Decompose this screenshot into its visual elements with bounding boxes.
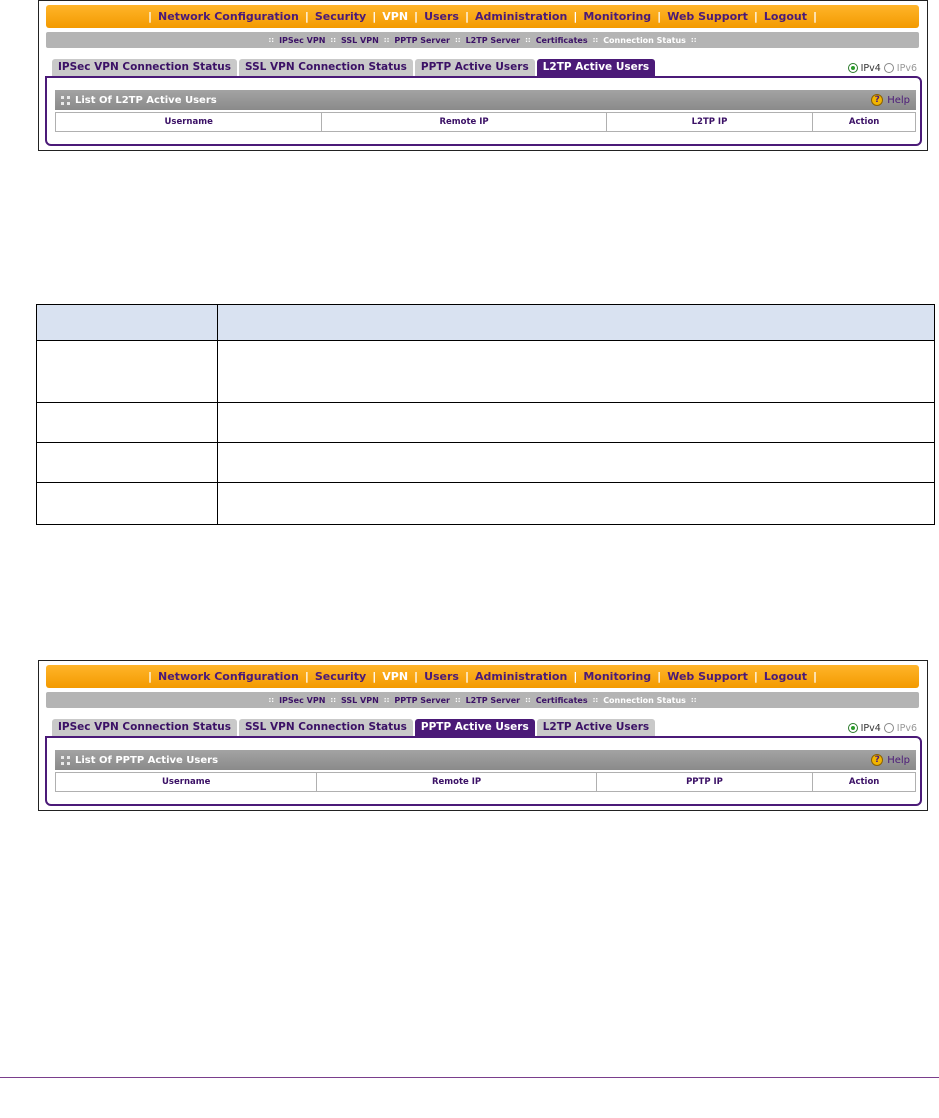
subnav-l2tp-server[interactable]: L2TP Server: [465, 35, 521, 45]
column-remote-ip: Remote IP: [322, 113, 606, 131]
subnav-certificates[interactable]: Certificates: [535, 695, 588, 705]
subnav-ssl-vpn[interactable]: SSL VPN: [341, 695, 379, 705]
field-description-table: [36, 304, 935, 525]
column-remote-ip: Remote IP: [317, 773, 596, 791]
table-header-row: [37, 305, 935, 341]
nav-web-support[interactable]: Web Support: [667, 10, 748, 23]
panel-header: [55, 750, 916, 770]
sub-nav-bar: :: IPSec VPN :: SSL VPN :: PPTP Server :: L2TP Server :: Certificates :: Connection Status ::: [46, 32, 919, 48]
main-nav-bar: | Network Configuration | Security | VPN | Users | Administration | Monitoring | Web Support | Logout |: [46, 5, 919, 28]
l2tp-active-users-screenshot: [38, 0, 928, 151]
help-icon: ?: [871, 94, 883, 106]
nav-monitoring[interactable]: Monitoring: [583, 670, 652, 683]
tab-ssl-vpn-connection-status[interactable]: SSL VPN Connection Status: [239, 719, 413, 736]
table-row: [37, 483, 935, 525]
column-l2tp-ip: L2TP IP: [607, 113, 814, 131]
footer-rule: [0, 1077, 939, 1078]
subnav-ipsec-vpn[interactable]: IPSec VPN: [279, 35, 326, 45]
help-label: Help: [887, 754, 910, 766]
pptp-active-users-screenshot: [38, 660, 928, 811]
ipv4-radio[interactable]: [848, 63, 858, 73]
ipv4-label: IPv4: [860, 62, 881, 74]
grid-icon: [61, 96, 70, 105]
table-row: [37, 341, 935, 403]
subnav-pptp-server[interactable]: PPTP Server: [394, 35, 450, 45]
column-username: Username: [56, 113, 322, 131]
tab-pptp-active-users[interactable]: PPTP Active Users: [415, 59, 535, 76]
users-table-header: [55, 112, 916, 132]
subnav-connection-status[interactable]: Connection Status: [603, 695, 686, 705]
tab-pptp-active-users[interactable]: PPTP Active Users: [415, 719, 535, 736]
column-pptp-ip: PPTP IP: [597, 773, 814, 791]
subnav-l2tp-server[interactable]: L2TP Server: [465, 695, 521, 705]
help-link[interactable]: [871, 754, 910, 766]
nav-logout[interactable]: Logout: [763, 10, 807, 23]
nav-administration[interactable]: Administration: [475, 670, 568, 683]
nav-logout[interactable]: Logout: [763, 670, 807, 683]
nav-security[interactable]: Security: [314, 10, 367, 23]
ipv6-radio[interactable]: [884, 723, 894, 733]
subnav-pptp-server[interactable]: PPTP Server: [394, 695, 450, 705]
help-label: Help: [887, 94, 910, 106]
nav-vpn[interactable]: VPN: [382, 670, 409, 683]
ipv6-radio[interactable]: [884, 63, 894, 73]
column-username: Username: [56, 773, 317, 791]
subnav-ssl-vpn[interactable]: SSL VPN: [341, 35, 379, 45]
nav-web-support[interactable]: Web Support: [667, 670, 748, 683]
tab-ssl-vpn-connection-status[interactable]: SSL VPN Connection Status: [239, 59, 413, 76]
subnav-connection-status[interactable]: Connection Status: [603, 35, 686, 45]
help-link[interactable]: [871, 94, 910, 106]
subnav-certificates[interactable]: Certificates: [535, 35, 588, 45]
column-action: Action: [848, 117, 880, 127]
nav-users[interactable]: Users: [424, 10, 459, 23]
tab-ipsec-vpn-connection-status[interactable]: IPSec VPN Connection Status: [52, 59, 237, 76]
l2tp-users-panel: [45, 76, 922, 146]
help-icon: ?: [871, 754, 883, 766]
main-nav-bar: | Network Configuration | Security | VPN | Users | Administration | Monitoring | Web Support | Logout |: [46, 665, 919, 688]
tab-l2tp-active-users[interactable]: L2TP Active Users: [537, 59, 655, 76]
users-table-header: [55, 772, 916, 792]
table-row: [37, 403, 935, 443]
panel-title: List Of PPTP Active Users: [75, 754, 219, 766]
nav-vpn[interactable]: VPN: [382, 10, 409, 23]
nav-network-configuration[interactable]: Network Configuration: [158, 670, 299, 683]
tab-ipsec-vpn-connection-status[interactable]: IPSec VPN Connection Status: [52, 719, 237, 736]
nav-network-configuration[interactable]: Network Configuration: [158, 10, 299, 23]
ipv6-label: IPv6: [896, 722, 917, 734]
pptp-users-panel: [45, 736, 922, 806]
column-action: Action: [848, 777, 880, 787]
status-tabs: [52, 59, 655, 76]
table-row: [37, 443, 935, 483]
nav-monitoring[interactable]: Monitoring: [583, 10, 652, 23]
subnav-ipsec-vpn[interactable]: IPSec VPN: [279, 695, 326, 705]
nav-security[interactable]: Security: [314, 670, 367, 683]
nav-users[interactable]: Users: [424, 670, 459, 683]
panel-header: [55, 90, 916, 110]
ip-version-selector: [848, 61, 917, 75]
ipv4-label: IPv4: [860, 722, 881, 734]
ip-version-selector: [848, 721, 917, 735]
ipv4-radio[interactable]: [848, 723, 858, 733]
panel-title: List Of L2TP Active Users: [75, 94, 217, 106]
status-tabs: [52, 719, 655, 736]
tab-l2tp-active-users[interactable]: L2TP Active Users: [537, 719, 655, 736]
ipv6-label: IPv6: [896, 62, 917, 74]
sub-nav-bar: :: IPSec VPN :: SSL VPN :: PPTP Server :: L2TP Server :: Certificates :: Connection Status ::: [46, 692, 919, 708]
grid-icon: [61, 756, 70, 765]
nav-administration[interactable]: Administration: [475, 10, 568, 23]
